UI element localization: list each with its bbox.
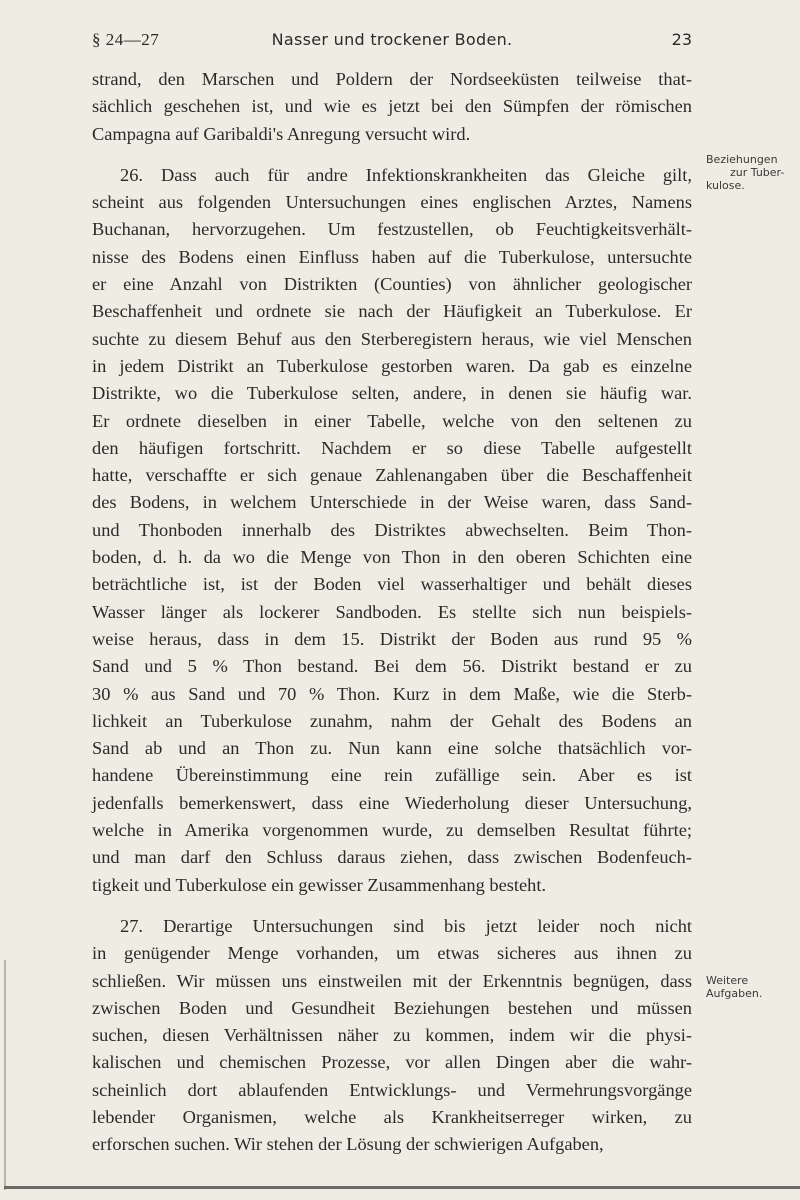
text-line: strand, den Marschen und Poldern der Nordseeküsten teilweise that- [92, 69, 692, 89]
text-line: Distrikte, wo die Tuberkulose selten, andere, in denen sie häufig war. [92, 383, 692, 404]
text-line: Sand ab und an Thon zu. Nun kann eine solche thatsächlich vor- [92, 738, 692, 759]
margin-note-line: Beziehungen [706, 153, 778, 166]
text-line: Wasser länger als lockerer Sandboden. Es stellte sich nun beispiels- [92, 601, 692, 622]
text-line: Beschaffenheit und ordnete sie nach der Häufigkeit an Tuberkulose. Er [92, 301, 692, 322]
text-line: weise heraus, dass in dem 15. Distrikt der Boden aus rund 95 % [92, 628, 692, 649]
scan-edge-bottom [4, 1186, 800, 1189]
page-number: 23 [671, 30, 692, 49]
margin-note-line: Aufgaben. [706, 987, 763, 1000]
text-line: scheinlich dort ablaufenden Entwicklungs- und Vermehrungsvorgänge [92, 1079, 692, 1100]
margin-note-tuberkulose [706, 153, 796, 192]
running-title: Nasser und trockener Boden. [271, 30, 513, 49]
text-line: scheint aus folgenden Untersuchungen eines englischen Arztes, Namens [92, 192, 692, 213]
section-reference: § 24—27 [92, 30, 160, 49]
text-line: welche in Amerika vorgenommen wurde, zu demselben Resultat führte; [92, 820, 692, 841]
margin-note-line: Weitere [706, 974, 749, 987]
margin-note-aufgaben [706, 974, 796, 1000]
paragraph-continuation [92, 66, 692, 148]
text-line: handene Übereinstimmung eine rein zufällige sein. Aber es ist [92, 765, 692, 786]
text-line: und man darf den Schluss daraus ziehen, dass zwischen Bodenfeuch- [92, 847, 692, 868]
paragraph-27 [92, 913, 692, 1159]
text-line: in genügender Menge vorhanden, um etwas sicheres aus ihnen zu [92, 943, 692, 964]
page-body [92, 66, 692, 1159]
text-line: Buchanan, hervorzugehen. Um festzustellen, ob Feuchtigkeitsverhält- [92, 219, 692, 240]
text-line: Campagna auf Garibaldi's Anregung versucht wird. [92, 123, 471, 144]
text-line: lichkeit an Tuberkulose zunahm, nahm der Gehalt des Bodens an [92, 710, 692, 731]
scan-edge-left [4, 960, 6, 1190]
text-line: jedenfalls bemerkenswert, dass eine Wiederholung dieser Untersuchung, [92, 792, 692, 813]
text-line: in jedem Distrikt an Tuberkulose gestorben waren. Da gab es einzelne [92, 355, 692, 376]
text-line: sächlich geschehen ist, und wie es jetzt bei den Sümpfen der römischen [92, 96, 692, 117]
text-line: und Thonboden innerhalb des Distriktes abwechselten. Beim Thon- [92, 519, 692, 540]
text-line: 26. Dass auch für andre Infektionskrankheiten das Gleiche gilt, [120, 164, 692, 185]
text-line: des Bodens, in welchem Unterschiede in der Weise waren, dass Sand- [92, 492, 692, 513]
text-line: tigkeit und Tuberkulose ein gewisser Zusammenhang besteht. [92, 874, 547, 895]
text-line: erforschen suchen. Wir stehen der Lösung der schwierigen Aufgaben, [92, 1134, 604, 1155]
text-line: kalischen und chemischen Prozesse, vor allen Dingen aber die wahr- [92, 1052, 692, 1073]
margin-note-line: kulose. [706, 179, 745, 192]
text-line: suchen, diesen Verhältnissen näher zu kommen, indem wir die physi- [92, 1025, 692, 1046]
paragraph-26 [92, 162, 692, 899]
text-line: Sand und 5 % Thon bestand. Bei dem 56. Distrikt bestand er zu [92, 656, 692, 677]
text-line: zwischen Boden und Gesundheit Beziehungen bestehen und müssen [92, 997, 692, 1018]
text-line: schließen. Wir müssen uns einstweilen mit der Erkenntnis begnügen, dass [92, 970, 692, 991]
text-line: boden, d. h. da wo die Menge von Thon in den oberen Schichten eine [92, 547, 692, 568]
margin-note-line: zur Tuber- [730, 166, 785, 179]
text-line: 27. Derartige Untersuchungen sind bis jetzt leider noch nicht [120, 915, 692, 936]
text-line: Er ordnete dieselben in einer Tabelle, welche von den seltenen zu [92, 410, 692, 431]
text-line: hatte, verschaffte er sich genaue Zahlenangaben über die Beschaffenheit [92, 465, 692, 486]
text-line: den häufigen fortschritt. Nachdem er so diese Tabelle aufgestellt [92, 437, 692, 458]
text-line: nisse des Bodens einen Einfluss haben auf die Tuberkulose, untersuchte [92, 246, 692, 267]
text-line: lebender Organismen, welche als Krankheitserreger wirken, zu [92, 1106, 692, 1127]
text-line: 30 % aus Sand und 70 % Thon. Kurz in dem Maße, wie die Sterb- [92, 683, 692, 704]
text-line: suchte zu diesem Behuf aus den Sterberegistern heraus, wie viel Menschen [92, 328, 692, 349]
running-header [92, 30, 692, 58]
text-line: er eine Anzahl von Distrikten (Counties) von ähnlicher geologischer [92, 274, 692, 295]
text-line: beträchtliche ist, ist der Boden viel wasserhaltiger und behält dieses [92, 574, 692, 595]
